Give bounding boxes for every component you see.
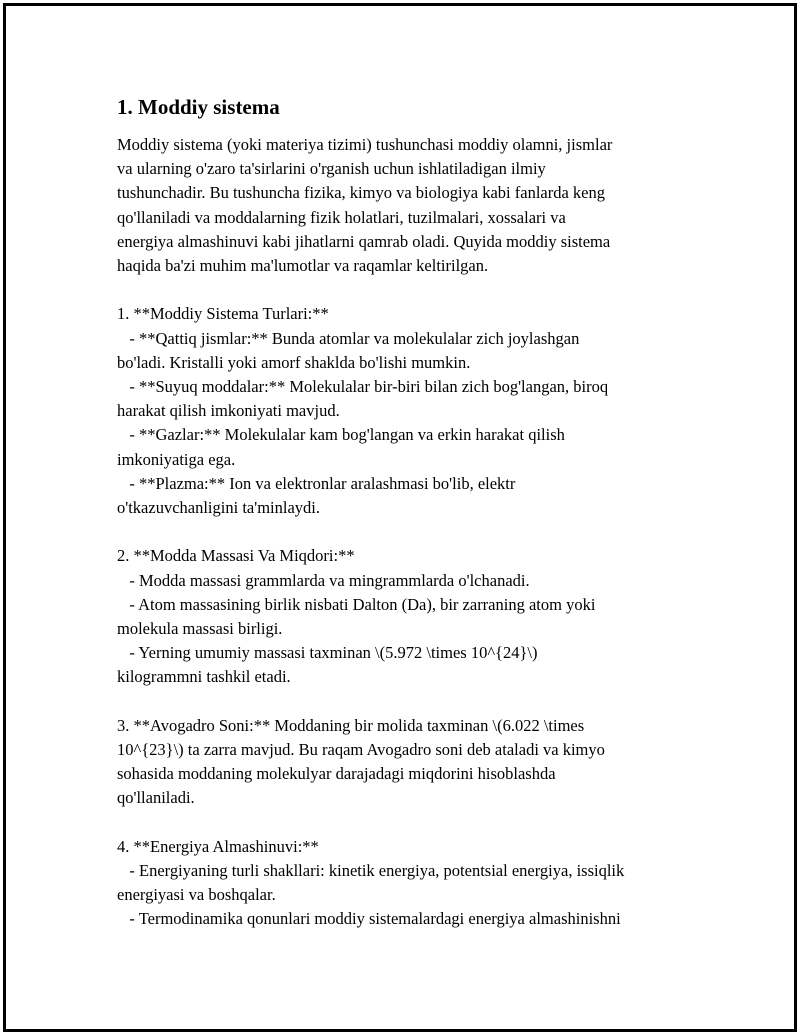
text-line: qo'llaniladi va moddalarning fizik holatlari, tuzilmalari, xossalari va — [117, 207, 566, 227]
section-mass-amount — [117, 544, 697, 689]
text-line: energiya almashinuvi kabi jihatlarni qamrab oladi. Quyida moddiy sistema — [117, 231, 611, 251]
list-heading: 1. **Moddiy Sistema Turlari:** — [117, 304, 329, 324]
text-line: sohasida moddaning molekulyar darajadagi miqdorini hisoblashda — [117, 764, 556, 784]
text-line: va ularning o'zaro ta'sirlarini o'rganish uchun ishlatiladigan ilmiy — [117, 159, 546, 179]
list-item: - **Qattiq jismlar:** Bunda atomlar va molekulalar zich joylashgan — [117, 328, 580, 348]
text-line: harakat qilish imkoniyati mavjud. — [117, 401, 340, 421]
section-avogadro — [117, 714, 697, 811]
list-item: - Atom massasining birlik nisbati Dalton (Da), bir zarraning atom yoki — [117, 594, 596, 614]
text-line: 10^{23}\) ta zarra mavjud. Bu raqam Avogadro soni deb ataladi va kimyo — [117, 740, 605, 760]
text-line: haqida ba'zi muhim ma'lumotlar va raqamlar keltirilgan. — [117, 256, 489, 276]
text-line: molekula massasi birligi. — [117, 619, 283, 639]
text-line: qo'llaniladi. — [117, 788, 195, 808]
document-body — [117, 93, 697, 932]
list-item: - Yerning umumiy massasi taxminan \(5.972 \times 10^{24}\) — [117, 643, 538, 663]
paragraph-gap — [117, 811, 697, 835]
section-material-types — [117, 302, 697, 520]
paragraph-gap — [117, 278, 697, 302]
section-energy-exchange — [117, 835, 697, 932]
text-line: o'tkazuvchanligini ta'minlaydi. — [117, 498, 320, 518]
paragraph-gap — [117, 690, 697, 714]
intro-paragraph — [117, 133, 697, 278]
text-line: energiyasi va boshqalar. — [117, 885, 276, 905]
list-item: - **Plazma:** Ion va elektronlar aralashmasi bo'lib, elektr — [117, 473, 516, 493]
list-heading: 3. **Avogadro Soni:** Moddaning bir molida taxminan \(6.022 \times — [117, 715, 585, 735]
list-item: - Energiyaning turli shakllari: kinetik energiya, potentsial energiya, issiqlik — [117, 861, 625, 881]
text-line: kilogrammni tashkil etadi. — [117, 667, 291, 687]
list-heading: 2. **Modda Massasi Va Miqdori:** — [117, 546, 355, 566]
text-line: tushunchadir. Bu tushuncha fizika, kimyo va biologiya kabi fanlarda keng — [117, 183, 606, 203]
list-item: - **Gazlar:** Molekulalar kam bog'langan va erkin harakat qilish — [117, 425, 565, 445]
list-item: - **Suyuq moddalar:** Molekulalar bir-biri bilan zich bog'langan, biroq — [117, 377, 609, 397]
section-heading: 1. Moddiy sistema — [117, 95, 280, 119]
text-line: imkoniyatiga ega. — [117, 449, 236, 469]
paragraph-gap — [117, 520, 697, 544]
text-line: Moddiy sistema (yoki materiya tizimi) tushunchasi moddiy olamni, jismlar — [117, 135, 613, 154]
list-item: - Modda massasi grammlarda va mingrammlarda o'lchanadi. — [117, 570, 530, 590]
list-heading: 4. **Energiya Almashinuvi:** — [117, 836, 319, 856]
text-line: bo'ladi. Kristalli yoki amorf shaklda bo'lishi mumkin. — [117, 352, 471, 372]
list-item: - Termodinamika qonunlari moddiy sistemalardagi energiya almashinishni — [117, 909, 621, 929]
